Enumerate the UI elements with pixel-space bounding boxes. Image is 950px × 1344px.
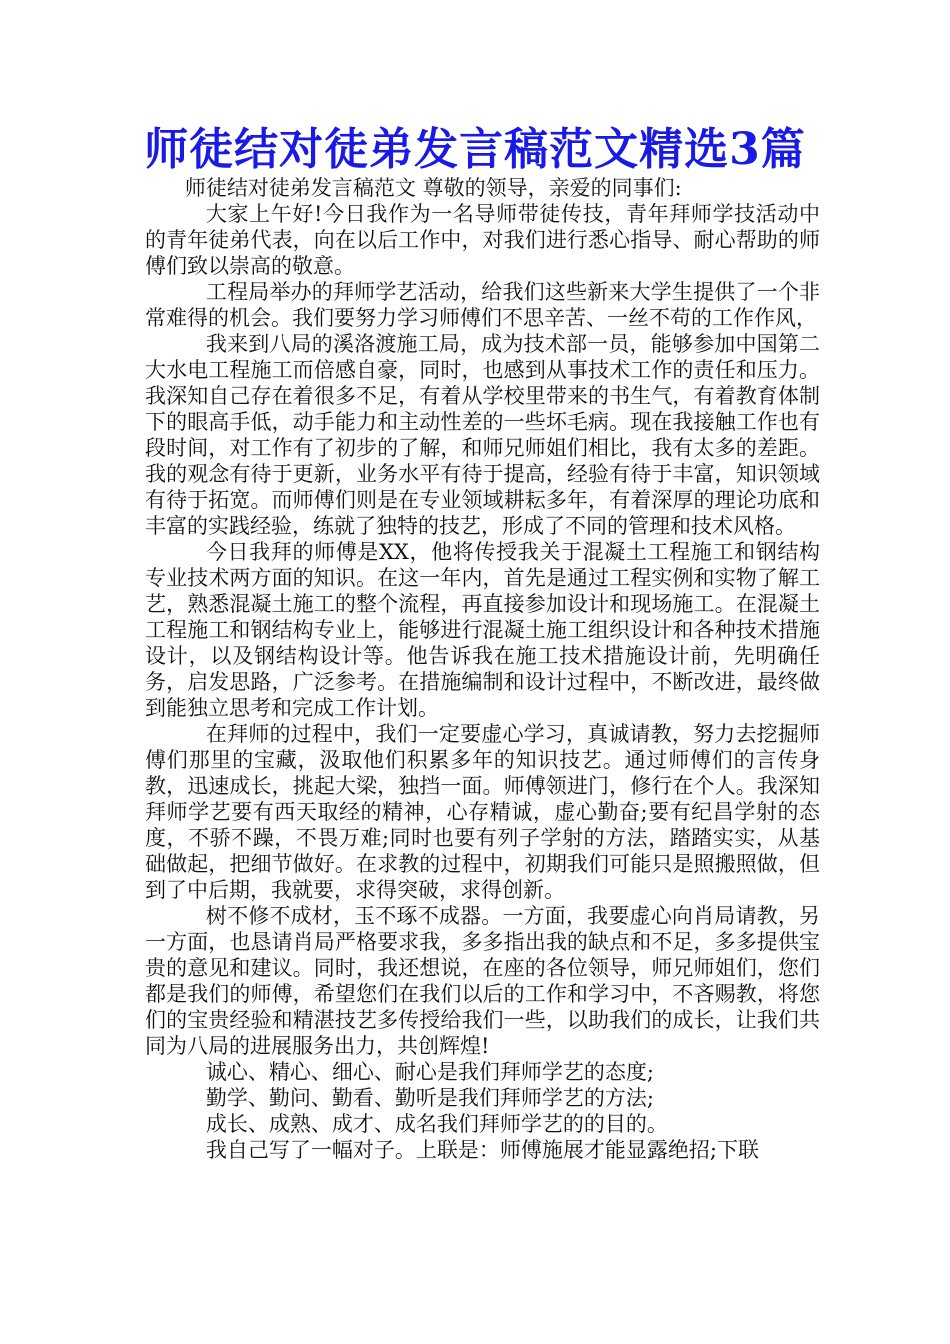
short-line-2: 勤学、勤问、勤看、勤听是我们拜师学艺的方法; (205, 1086, 654, 1110)
paragraph-6: 树不修不成材，玉不琢不成器。一方面，我要虚心向肖局请教，另一方面，也恳请肖局严格要求我，多多指出我的缺点和不足，多多提供宝贵的意见和建议。同时，我还想说，在座的各位领导，师兄师姐们，您们都是我们的师傅，希望您们在我们以后的工作和学习中，不吝赐教，将您们的宝贵经验和精湛技艺多传授给我们一些，以助我们的成长，让我们共同为八局的进展服务出力，共创辉煌! (145, 904, 820, 1058)
intro-line: 师徒结对徒弟发言稿范文 尊敬的领导，亲爱的同事们: (184, 176, 682, 200)
paragraph-1: 大家上午好!今日我作为一名导师带徒传技，青年拜师学技活动中的青年徒弟代表，向在以后工作中，对我们进行悉心指导、耐心帮助的师傅们致以崇高的敬意。 (145, 202, 820, 278)
short-line-3: 成长、成熟、成才、成名我们拜师学艺的的目的。 (205, 1112, 668, 1136)
paragraph-4: 今日我拜的师傅是XX，他将传授我关于混凝土工程施工和钢结构专业技术两方面的知识。在这一年内，首先是通过工程实例和实物了解工艺，熟悉混凝土施工的整个流程，再直接参加设计和现场施工。在混凝土工程施工和钢结构专业上，能够进行混凝土施工组织设计和各种技术措施设计，以及钢结构设计等。他告诉我在施工技术措施设计前，先明确任务，启发思路，广泛参考。在措施编制和设计过程中，不断改进，最终做到能独立思考和完成工作计划。 (145, 540, 820, 720)
paragraph-5: 在拜师的过程中，我们一定要虚心学习，真诚请教，努力去挖掘师傅们那里的宝藏，汲取他们积累多年的知识技艺。通过师傅们的言传身教，迅速成长，挑起大梁，独挡一面。师傅领进门，修行在个人。我深知拜师学艺要有西天取经的精神，心存精诚，虚心勤奋;要有纪昌学射的态度，不骄不躁，不畏万难;同时也要有列子学射的方法，踏踏实实，从基础做起，把细节做好。在求教的过程中，初期我们可能只是照搬照做，但到了中后期，我就要，求得突破，求得创新。 (145, 722, 820, 902)
short-line-4: 我自己写了一幅对子。上联是：师傅施展才能显露绝招;下联 (205, 1138, 759, 1162)
document-title: 师徒结对徒弟发言稿范文精选3篇 (144, 124, 806, 175)
paragraph-3: 我来到八局的溪洛渡施工局，成为技术部一员，能够参加中国第二大水电工程施工而倍感自豪，同时，也感到从事技术工作的责任和压力。我深知自己存在着很多不足，有着从学校里带来的书生气，有着教育体制下的眼高手低，动手能力和主动性差的一些坏毛病。现在我接触工作也有段时间，对工作有了初步的了解，和师兄师姐们相比，我有太多的差距。我的观念有待于更新，业务水平有待于提高，经验有待于丰富，知识领域有待于拓宽。而师傅们则是在专业领域耕耘多年，有着深厚的理论功底和丰富的实践经验，练就了独特的技艺，形成了不同的管理和技术风格。 (145, 332, 820, 538)
short-line-1: 诚心、精心、细心、耐心是我们拜师学艺的态度; (205, 1060, 654, 1084)
paragraph-2: 工程局举办的拜师学艺活动，给我们这些新来大学生提供了一个非常难得的机会。我们要努力学习师傅们不思辛苦、一丝不苟的工作作风， (145, 280, 820, 330)
document-body (145, 175, 820, 1163)
